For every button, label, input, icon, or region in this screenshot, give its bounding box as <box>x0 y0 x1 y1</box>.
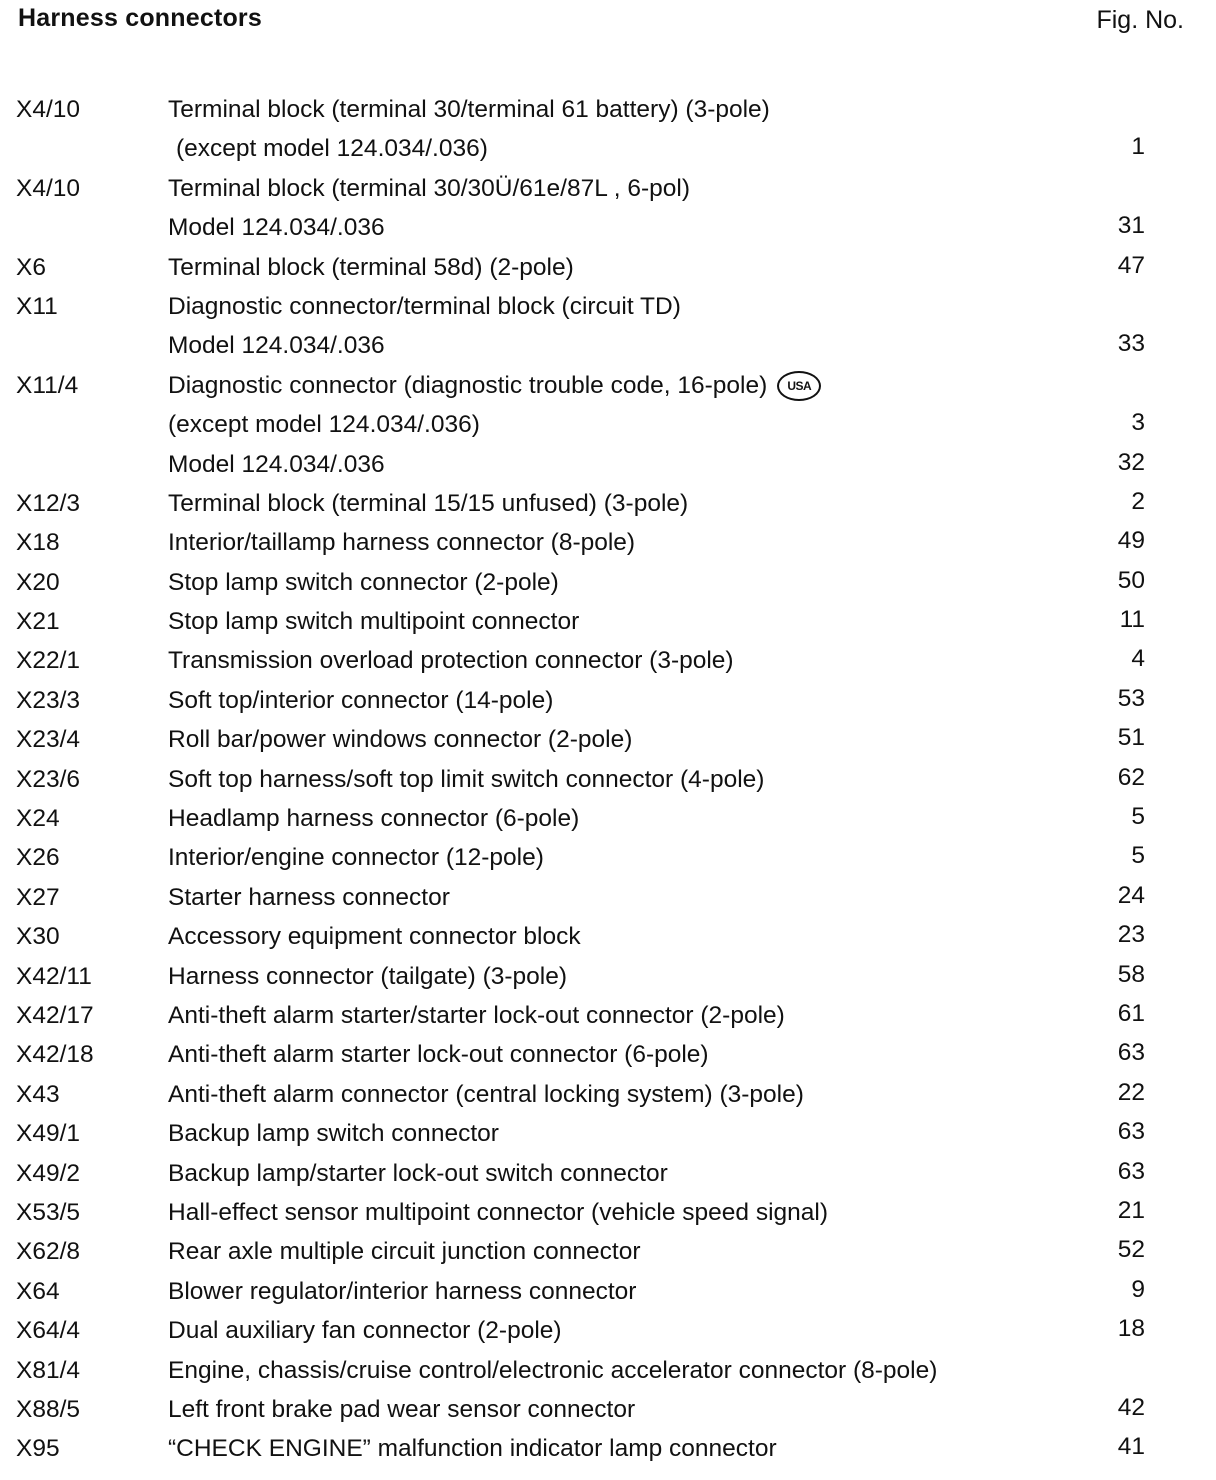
figure-number: 24 <box>1117 881 1145 909</box>
figure-number: 33 <box>1117 330 1145 358</box>
connector-description: Accessory equipment connector block <box>168 923 581 951</box>
connector-description: Model 124.034/.036 <box>168 214 385 242</box>
list-item <box>0 760 1216 799</box>
connector-description: Rear axle multiple circuit junction connector <box>168 1238 641 1266</box>
connector-code: X11/4 <box>16 371 79 399</box>
list-item <box>0 90 1216 129</box>
list-item <box>0 129 1216 168</box>
figure-number: 50 <box>1117 566 1145 594</box>
connector-description: Anti-theft alarm starter lock-out connector (6-pole) <box>168 1041 709 1069</box>
list-item <box>0 720 1216 759</box>
connector-description: Model 124.034/.036 <box>168 332 385 360</box>
connector-description: Roll bar/power windows connector (2-pole) <box>168 726 633 754</box>
connector-description: (except model 124.034/.036) <box>168 411 480 439</box>
list-item <box>0 1390 1216 1429</box>
connector-code: X30 <box>16 923 60 951</box>
connector-description: Soft top/interior connector (14-pole) <box>168 686 554 714</box>
list-item <box>0 1035 1216 1074</box>
figure-number: 2 <box>1131 487 1145 515</box>
list-item <box>0 1351 1216 1390</box>
list-item <box>0 445 1216 484</box>
list-item <box>0 326 1216 365</box>
connector-description: “CHECK ENGINE” malfunction indicator lamp connector <box>168 1435 777 1463</box>
connector-code: X95 <box>16 1435 60 1463</box>
list-item <box>0 641 1216 680</box>
connector-description: Model 124.034/.036 <box>168 450 385 478</box>
figure-number: 21 <box>1117 1196 1145 1224</box>
list-item <box>0 405 1216 444</box>
list-item <box>0 208 1216 247</box>
connector-description: Engine, chassis/cruise control/electronic accelerator connector (8-pole) <box>168 1356 938 1384</box>
list-item <box>0 602 1216 641</box>
list-item <box>0 248 1216 287</box>
connector-description: Terminal block (terminal 30/terminal 61 battery) (3-pole) <box>168 96 770 123</box>
connector-description-with-badge <box>168 366 821 405</box>
figure-number: 1 <box>1131 133 1145 161</box>
connector-code: X23/6 <box>16 765 81 793</box>
figure-number: 9 <box>1131 1275 1145 1303</box>
connector-description: Blower regulator/interior harness connector <box>168 1277 637 1305</box>
connector-description: Backup lamp switch connector <box>168 1120 499 1148</box>
connector-code: X24 <box>16 805 60 833</box>
list-item <box>0 563 1216 602</box>
connector-code: X64 <box>16 1277 60 1305</box>
list-item <box>0 996 1216 1035</box>
connector-code: X23/3 <box>16 686 81 714</box>
list-item <box>0 1075 1216 1114</box>
list-item <box>0 1311 1216 1350</box>
list-item <box>0 1272 1216 1311</box>
connector-code: X18 <box>16 529 60 557</box>
connector-code: X42/11 <box>16 962 92 990</box>
figure-number: 52 <box>1117 1236 1145 1264</box>
connector-code: X49/2 <box>16 1159 81 1187</box>
figure-number: 42 <box>1117 1393 1145 1421</box>
connector-description: Soft top harness/soft top limit switch connector (4-pole) <box>168 765 765 793</box>
connector-description: Terminal block (terminal 15/15 unfused) (3-pole) <box>168 489 689 517</box>
list-item <box>0 169 1216 208</box>
figure-number: 58 <box>1117 960 1145 988</box>
connector-description: Backup lamp/starter lock-out switch connector <box>168 1159 668 1187</box>
connector-code: X27 <box>16 883 60 911</box>
connector-code: X26 <box>16 844 60 872</box>
connector-description: Stop lamp switch connector (2-pole) <box>168 568 559 596</box>
figure-number: 51 <box>1117 724 1145 752</box>
connector-code: X42/18 <box>16 1041 94 1069</box>
figure-number: 5 <box>1131 842 1145 870</box>
figure-number: 62 <box>1117 763 1145 791</box>
figure-number: 23 <box>1117 921 1145 949</box>
figure-number: 63 <box>1117 1157 1145 1185</box>
connector-description: Starter harness connector <box>168 883 450 911</box>
list-item <box>0 484 1216 523</box>
list-item <box>0 1429 1216 1468</box>
connector-code: X4/10 <box>16 174 81 202</box>
connector-description: Dual auxiliary fan connector (2-pole) <box>168 1317 562 1345</box>
connector-description: Terminal block (terminal 58d) (2-pole) <box>168 253 574 281</box>
connector-description: Diagnostic connector/terminal block (circuit TD) <box>168 292 681 320</box>
figure-number: 5 <box>1131 803 1145 831</box>
connector-code: X6 <box>16 253 46 281</box>
figure-number: 61 <box>1117 999 1145 1027</box>
list-item <box>0 838 1216 877</box>
connector-code: X23/4 <box>16 726 81 754</box>
figure-number: 63 <box>1117 1039 1145 1067</box>
list-item <box>0 1193 1216 1232</box>
fig-no-header: Fig. No. <box>1096 6 1184 34</box>
connector-code: X81/4 <box>16 1356 81 1384</box>
connector-description: Transmission overload protection connector (3-pole) <box>168 647 734 675</box>
connector-description: Headlamp harness connector (6-pole) <box>168 805 580 833</box>
figure-number: 41 <box>1117 1433 1145 1461</box>
figure-number: 63 <box>1117 1118 1145 1146</box>
figure-number: 49 <box>1117 527 1145 555</box>
connector-code: X64/4 <box>16 1317 81 1345</box>
connector-description: Harness connector (tailgate) (3-pole) <box>168 962 567 990</box>
list-item <box>0 1114 1216 1153</box>
connector-description: Left front brake pad wear sensor connector <box>168 1395 636 1423</box>
connector-code: X62/8 <box>16 1238 81 1266</box>
connector-code: X21 <box>16 608 60 636</box>
figure-number: 47 <box>1117 251 1145 279</box>
list-item <box>0 681 1216 720</box>
connector-code: X20 <box>16 568 60 596</box>
figure-number: 32 <box>1117 448 1145 476</box>
figure-number: 4 <box>1131 645 1145 673</box>
page-title: Harness connectors <box>18 4 262 32</box>
list-item <box>0 366 1216 405</box>
list-item <box>0 287 1216 326</box>
connector-code: X43 <box>16 1080 60 1108</box>
connector-description: Anti-theft alarm starter/starter lock-out connector (2-pole) <box>168 1001 785 1029</box>
usa-badge-icon: USA <box>777 371 821 401</box>
connector-code: X88/5 <box>16 1395 81 1423</box>
connector-description: Hall-effect sensor multipoint connector (vehicle speed signal) <box>168 1198 829 1226</box>
connector-code: X42/17 <box>16 1001 94 1029</box>
figure-number: 3 <box>1131 409 1145 437</box>
figure-number: 31 <box>1117 212 1145 240</box>
list-item <box>0 1232 1216 1271</box>
connector-description: Diagnostic connector (diagnostic trouble code, 16-pole) <box>168 371 768 399</box>
figure-number: 53 <box>1117 684 1145 712</box>
connector-code: X4/10 <box>16 96 81 123</box>
list-item <box>0 799 1216 838</box>
connector-description: Terminal block (terminal 30/30Ü/61e/87L , 6-pol) <box>168 174 691 202</box>
figure-number: 18 <box>1117 1315 1145 1343</box>
connector-description: Interior/engine connector (12-pole) <box>168 844 544 872</box>
connector-description: (except model 124.034/.036) <box>176 135 488 163</box>
list-item <box>0 957 1216 996</box>
list-item <box>0 878 1216 917</box>
connector-description: Anti-theft alarm connector (central locking system) (3-pole) <box>168 1080 804 1108</box>
list-item <box>0 523 1216 562</box>
connector-description: Interior/taillamp harness connector (8-pole) <box>168 529 636 557</box>
connector-code: X11 <box>16 292 58 320</box>
list-item <box>0 917 1216 956</box>
figure-number: 22 <box>1117 1078 1145 1106</box>
list-item <box>0 1154 1216 1193</box>
connector-code: X49/1 <box>16 1120 81 1148</box>
connector-code: X12/3 <box>16 489 81 517</box>
connector-list <box>0 90 1216 1469</box>
connector-code: X22/1 <box>16 647 81 675</box>
figure-number: 11 <box>1119 606 1145 634</box>
connector-code: X53/5 <box>16 1198 81 1226</box>
connector-description: Stop lamp switch multipoint connector <box>168 608 580 636</box>
